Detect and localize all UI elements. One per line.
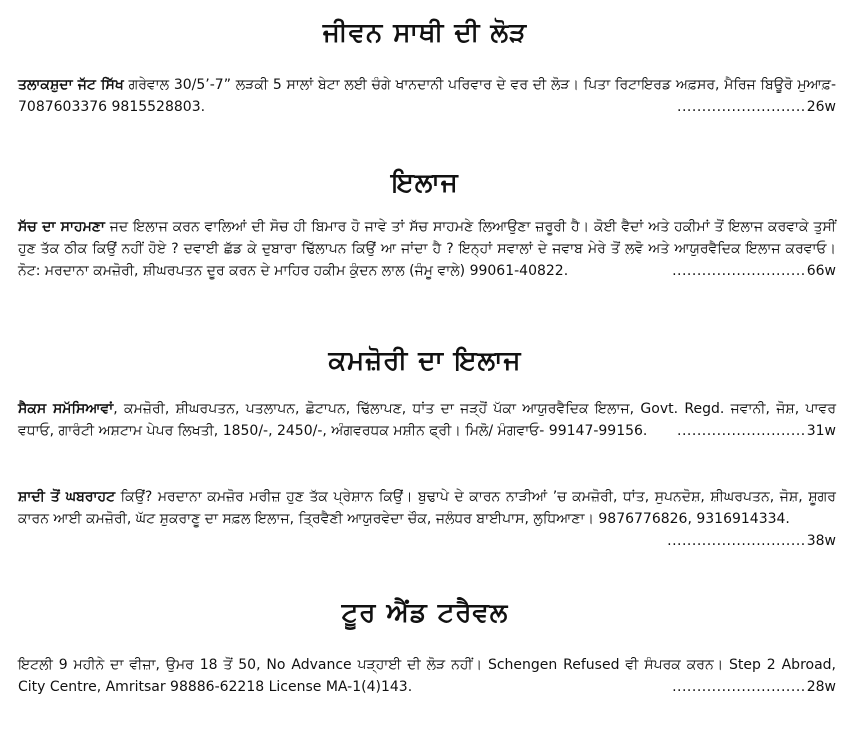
ad-lead: ਸ਼ਾਦੀ ਤੋਂ ਘਬਰਾਹਟ [18,489,116,505]
ad-weakness-1 [18,398,836,442]
ad-lead: ਸੈਕਸ ਸਮੱਸਿਆਵਾਂ [18,401,114,417]
ad-lead: ਸੱਚ ਦਾ ਸਾਹਮਣਾ [18,219,105,235]
ad-treatment [18,216,836,282]
ad-text: ਕਿਉਂ? ਮਰਦਾਨਾ ਕਮਜ਼ੋਰ ਮਰੀਜ਼ ਹੁਣ ਤੱਕ ਪ੍ਰੇਸ਼ਾਨ ਕਿਉਂ। ਬੁਢਾਪੇ ਦੇ ਕਾਰਨ ਨਾੜੀਆਂ ’ਚ ਕਮਜ਼ੋਰੀ, ਧਾਂਤ, ਸੁਪਨਦੋਸ਼, ਸ਼ੀਘਰਪਤਨ, ਜੋਸ਼, ਸ਼ੂਗਰ ਕਾਰਨ ਆਈ ਕਮਜ਼ੋਰੀ, ਘੱਟ ਸ਼ੁਕਰਾਣੂ ਦਾ ਸਫ਼ਲ ਇਲਾਜ, ਤ੍ਰਿਵੈਣੀ ਆਯੁਰਵੇਦਾ ਚੌਕ, ਜਲੰਧਰ ਬਾਈਪਾਸ, ਲੁਧਿਆਣਾ। 9876776826, 9316914334. [18,489,836,527]
ad-dots: .......................... [677,99,806,115]
ad-travel [18,654,836,698]
ad-dots: ........................... [672,679,806,695]
ad-code: 66w [806,263,836,279]
ad-code: 26w [806,99,836,115]
ad-dots: ............................ [667,533,806,549]
ad-matrimonial [18,74,836,118]
ad-code-wrap [672,260,836,282]
heading-weakness-treatment: ਕਮਜ਼ੋਰੀ ਦਾ ਇਲਾਜ [328,346,522,376]
heading-treatment: ਇਲਾਜ [391,168,459,198]
ad-code: 31w [806,423,836,439]
ad-code: 38w [806,533,836,549]
ad-dots: ........................... [672,263,806,279]
ad-text: ਇਟਲੀ 9 ਮਹੀਨੇ ਦਾ ਵੀਜ਼ਾ, ਉਮਰ 18 ਤੋਂ 50, No Advance ਪੜ੍ਹਾਈ ਦੀ ਲੋੜ ਨਹੀਂ। Schengen Refused ਵੀ ਸੰਪਰਕ ਕਰਨ। Step 2 Abroad, City Centre, Amritsar 98886-62218 License MA-1(4)143. [18,657,836,695]
ad-code-wrap [672,676,836,698]
ad-code: 28w [806,679,836,695]
ad-code-wrap [677,420,836,442]
heading-tour-travel: ਟੂਰ ਐਂਡ ਟਰੈਵਲ [341,598,509,628]
heading-matrimonial: ਜੀਵਨ ਸਾਥੀ ਦੀ ਲੋੜ [322,18,528,48]
ad-weakness-2 [18,486,836,552]
ad-lead: ਤਲਾਕਸ਼ੁਦਾ ਜੱਟ ਸਿੱਖ [18,77,124,93]
ad-text: ਜਦ ਇਲਾਜ ਕਰਨ ਵਾਲਿਆਂ ਦੀ ਸੋਚ ਹੀ ਬਿਮਾਰ ਹੋ ਜਾਵੇ ਤਾਂ ਸੱਚ ਸਾਹਮਣੇ ਲਿਆਉਣਾ ਜ਼ਰੂਰੀ ਹੈ। ਕੋਈ ਵੈਦਾਂ ਅਤੇ ਹਕੀਮਾਂ ਤੋਂ ਇਲਾਜ ਕਰਵਾਕੇ ਤੁਸੀਂ ਹੁਣ ਤੱਕ ਠੀਕ ਕਿਉਂ ਨਹੀਂ ਹੋਏ ? ਦਵਾਈ ਛੱਡ ਕੇ ਦੁਬਾਰਾ ਢਿੱਲਾਪਨ ਕਿਉਂ ਆ ਜਾਂਦਾ ਹੈ ? ਇਨ੍ਹਾਂ ਸਵਾਲਾਂ ਦੇ ਜਵਾਬ ਮੇਰੇ ਤੋਂ ਲਵੋ ਅਤੇ ਆਯੁਰਵੈਦਿਕ ਇਲਾਜ ਕਰਵਾਓ। ਨੋਟ: ਮਰਦਾਨਾ ਕਮਜ਼ੋਰੀ, ਸ਼ੀਘਰਪਤਨ ਦੂਰ ਕਰਨ ਦੇ ਮਾਹਿਰ ਹਕੀਮ ਕੁੰਦਨ ਲਾਲ (ਜੰਮੂ ਵਾਲੇ) 99061-40822. [18,219,836,279]
ad-code-wrap [667,530,836,552]
ad-dots: .......................... [677,423,806,439]
ad-text: ਗਰੇਵਾਲ 30/5’-7” ਲੜਕੀ 5 ਸਾਲਾਂ ਬੇਟਾ ਲਈ ਚੰਗੇ ਖਾਨਦਾਨੀ ਪਰਿਵਾਰ ਦੇ ਵਰ ਦੀ ਲੋੜ। ਪਿਤਾ ਰਿਟਾਇਰਡ ਅਫ਼ਸਰ, ਮੈਰਿਜ ਬਿਊਰੋ ਮੁਆਫ਼- 7087603376 9815528803. [18,77,836,115]
ad-text: , ਕਮਜ਼ੋਰੀ, ਸ਼ੀਘਰਪਤਨ, ਪਤਲਾਪਨ, ਛੋਟਾਪਨ, ਢਿੱਲਾਪਣ, ਧਾਂਤ ਦਾ ਜੜ੍ਹੋਂ ਪੱਕਾ ਆਯੁਰਵੈਦਿਕ ਇਲਾਜ, Govt. Regd. ਜਵਾਨੀ, ਜੋਸ਼, ਪਾਵਰ ਵਧਾਓ, ਗਾਰੰਟੀ ਅਸ਼ਟਾਮ ਪੇਪਰ ਲਿਖਤੀ, 1850/-, 2450/-, ਅੰਗਵਰਧਕ ਮਸ਼ੀਨ ਫ੍ਰੀ। ਮਿਲੋ/ ਮੰਗਵਾਓ- 99147-99156. [18,401,836,439]
ad-code-wrap [677,96,836,118]
